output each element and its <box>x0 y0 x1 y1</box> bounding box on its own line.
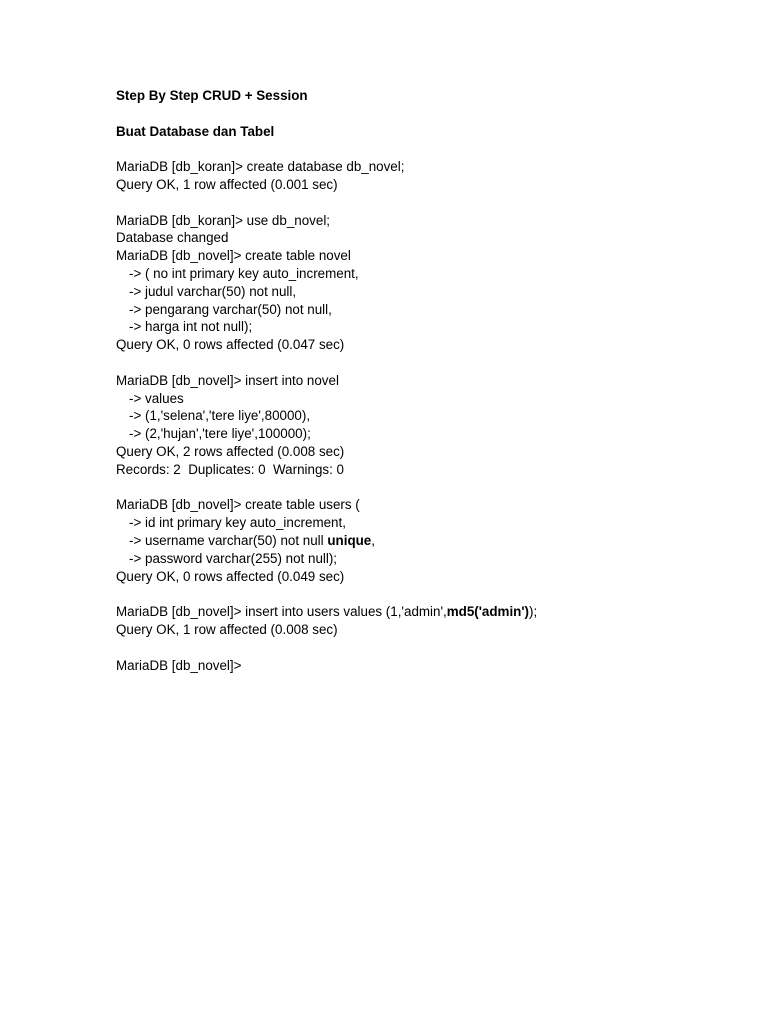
console-line: Database changed <box>116 230 229 246</box>
console-line: MariaDB [db_koran]> use db_novel; <box>116 212 331 228</box>
console-text: MariaDB [db_novel]> insert into users values (1,'admin', <box>116 604 447 620</box>
document-page <box>116 87 736 674</box>
console-bold-text: unique <box>327 532 372 548</box>
console-line: -> judul varchar(50) not null, <box>129 283 297 299</box>
console-line: -> id int primary key auto_increment, <box>129 515 346 531</box>
console-line: MariaDB [db_novel]> insert into novel <box>116 372 339 388</box>
console-line: -> password varchar(255) not null); <box>129 550 338 566</box>
console-line: -> values <box>129 390 184 406</box>
console-text: , <box>371 532 375 548</box>
console-text: ); <box>529 604 538 620</box>
spacer <box>116 194 736 212</box>
console-bold-text: md5('admin') <box>446 604 530 620</box>
document-title: Step By Step CRUD + Session <box>116 88 308 103</box>
console-line: Query OK, 0 rows affected (0.049 sec) <box>116 568 345 584</box>
console-line: MariaDB [db_koran]> create database db_novel; <box>116 159 405 175</box>
console-line: Query OK, 0 rows affected (0.047 sec) <box>116 337 345 353</box>
spacer <box>116 354 736 372</box>
console-line: Query OK, 2 rows affected (0.008 sec) <box>116 443 345 459</box>
console-text: -> username varchar(50) not null <box>129 532 328 548</box>
console-line: Query OK, 1 row affected (0.008 sec) <box>116 621 338 637</box>
console-prompt: MariaDB [db_novel]> <box>116 657 242 673</box>
console-line: MariaDB [db_novel]> create table novel <box>116 248 351 264</box>
console-line: Records: 2 Duplicates: 0 Warnings: 0 <box>116 461 344 477</box>
console-line <box>116 532 736 550</box>
section-heading: Buat Database dan Tabel <box>116 123 275 139</box>
spacer <box>116 639 736 657</box>
console-line: -> harga int not null); <box>129 319 253 335</box>
spacer <box>116 140 736 158</box>
console-line: -> pengarang varchar(50) not null, <box>129 301 332 317</box>
console-line: -> (2,'hujan','tere liye',100000); <box>129 426 311 442</box>
spacer <box>116 479 736 497</box>
console-line: -> ( no int primary key auto_increment, <box>129 265 359 281</box>
spacer <box>116 585 736 603</box>
spacer <box>116 105 736 123</box>
console-line <box>116 603 736 621</box>
console-line: -> (1,'selena','tere liye',80000), <box>129 408 311 424</box>
console-line: MariaDB [db_novel]> create table users ( <box>116 497 360 513</box>
console-line: Query OK, 1 row affected (0.001 sec) <box>116 176 338 192</box>
